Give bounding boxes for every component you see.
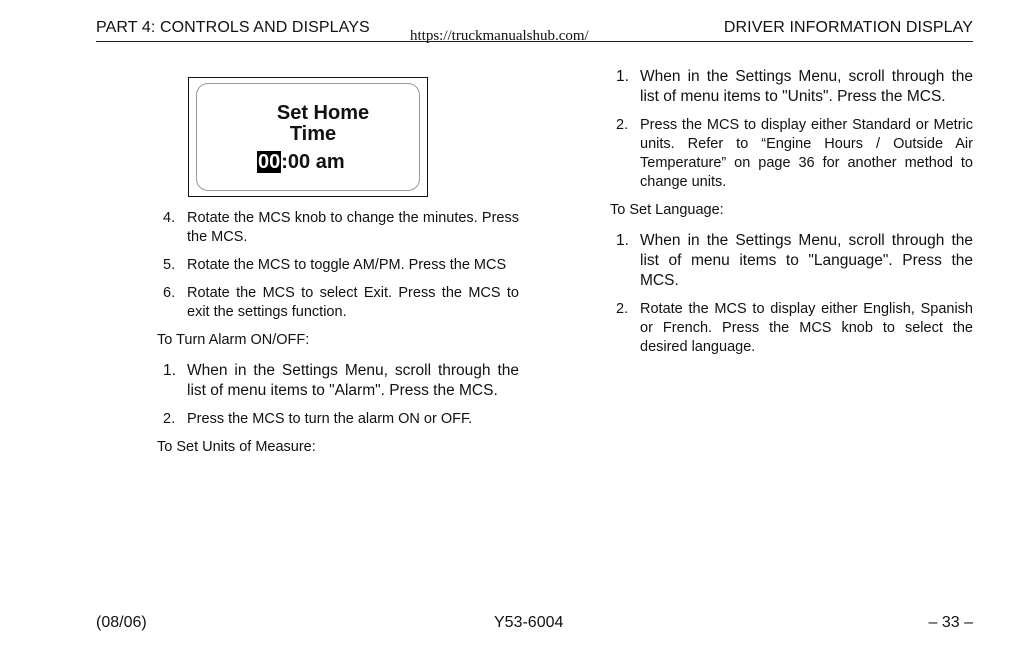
display-line-2: Time (289, 123, 337, 145)
header-chapter-title: DRIVER INFORMATION DISPLAY (723, 19, 973, 36)
step-text: Rotate the MCS knob to change the minutes. Press the MCS. (187, 210, 519, 245)
units-heading: To Set Units of Measure: (157, 439, 316, 455)
language-steps-list (610, 231, 973, 357)
language-heading: To Set Language: (610, 202, 724, 218)
step-number: 6. (163, 285, 176, 301)
units-steps-list (610, 67, 973, 192)
step-number: 1. (616, 232, 629, 249)
list-item (610, 116, 973, 192)
right-column (610, 67, 973, 366)
header-section-title: PART 4: CONTROLS AND DISPLAYS (96, 19, 370, 36)
alarm-heading: To Turn Alarm ON/OFF: (157, 332, 310, 348)
step-text: When in the Settings Menu, scroll through the list of menu items to "Units". Press the MCS. (640, 68, 973, 105)
display-time-rest: :00 am (281, 151, 345, 173)
display-time (257, 151, 345, 173)
display-line-1: Set Home (276, 102, 370, 124)
list-item (610, 67, 973, 107)
display-selected-hours: 00 (258, 151, 281, 173)
step-number: 2. (616, 301, 629, 317)
header-url: https://truckmanualshub.com/ (410, 28, 589, 44)
step-text: Press the MCS to turn the alarm ON or OFF. (187, 411, 473, 427)
display-screen (196, 83, 420, 191)
display-illustration (188, 77, 428, 197)
list-item (157, 284, 519, 322)
list-item (157, 209, 519, 247)
list-item (610, 300, 973, 357)
step-text: Rotate the MCS to toggle AM/PM. Press the MCS (187, 257, 507, 273)
step-number: 2. (163, 411, 176, 427)
time-steps-list (157, 209, 519, 322)
header-rule (96, 41, 973, 42)
footer-document-number: Y53-6004 (494, 614, 564, 631)
list-item (157, 410, 519, 429)
step-number: 4. (163, 210, 176, 226)
step-text: Rotate the MCS to select Exit. Press the MCS to exit the settings function. (187, 285, 519, 320)
list-item (157, 256, 519, 275)
footer-date: (08/06) (96, 614, 147, 631)
step-text: Press the MCS to display either Standard or Metric units. Refer to “Engine Hours / Outside Air Temperature” on page 36 for another method to change units. (640, 117, 973, 190)
footer-page-number: – 33 – (928, 614, 973, 631)
step-text: When in the Settings Menu, scroll through the list of menu items to "Language". Press the MCS. (640, 232, 973, 289)
alarm-steps-list (157, 361, 519, 429)
list-item (157, 361, 519, 401)
step-number: 5. (163, 257, 176, 273)
step-number: 2. (616, 117, 629, 133)
step-number: 1. (163, 362, 176, 379)
step-number: 1. (616, 68, 629, 85)
list-item (610, 231, 973, 291)
step-text: When in the Settings Menu, scroll through the list of menu items to "Alarm". Press the MCS. (187, 362, 519, 399)
step-text: Rotate the MCS to display either English, Spanish or French. Press the MCS knob to select the desired language. (640, 301, 973, 355)
left-column (157, 209, 519, 468)
